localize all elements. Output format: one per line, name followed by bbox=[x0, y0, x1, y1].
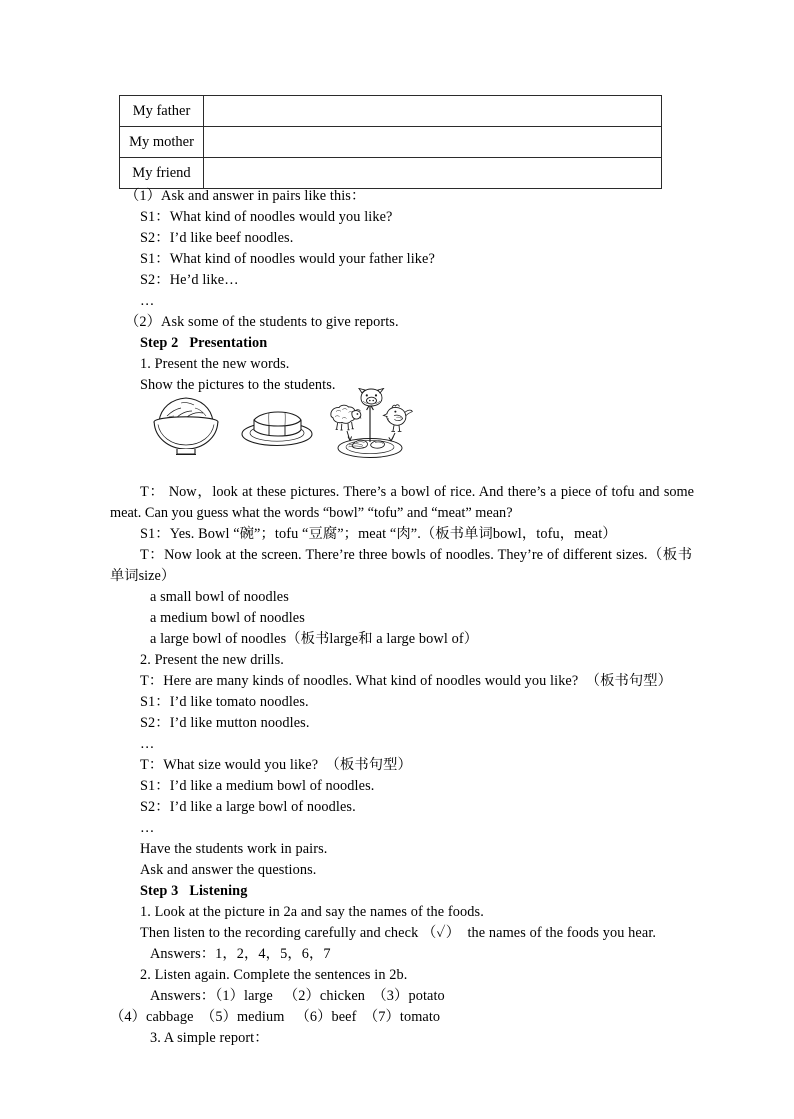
table-row-blank-my-friend[interactable] bbox=[204, 158, 662, 189]
table-row-blank-my-mother[interactable] bbox=[204, 127, 662, 158]
ellipsis-line-3: … bbox=[140, 820, 156, 836]
family-noodles-table-wrapper bbox=[119, 95, 659, 189]
ellipsis-line-2: … bbox=[140, 736, 156, 752]
food-illustrations-group bbox=[145, 388, 415, 460]
phrase-small-bowl-of-noodles: a small bowl of noodles bbox=[150, 589, 289, 605]
dialogue-line-s1-father-like: S1：What kind of noodles would your father like? bbox=[140, 251, 435, 267]
instruction-give-reports: （2）Ask some of the students to give reports. bbox=[125, 314, 399, 330]
student-line-s1-medium-bowl: S1：I’d like a medium bowl of noodles. bbox=[140, 778, 375, 794]
table-row-label-my-friend: My friend bbox=[120, 158, 204, 189]
dialogue-line-s2-beef-noodles: S2：I’d like beef noodles. bbox=[140, 230, 294, 246]
task-listen-again-2b: 2. Listen again. Complete the sentences in 2b. bbox=[140, 967, 408, 983]
student-line-s1-tomato-noodles: S1：I’d like tomato noodles. bbox=[140, 694, 309, 710]
teacher-line-what-size: T：What size would you like? （板书句型） bbox=[140, 757, 412, 773]
ellipsis-line-1: … bbox=[140, 293, 156, 309]
meat-on-plate-illustration bbox=[325, 388, 413, 460]
table-row bbox=[120, 158, 662, 189]
teacher-line-many-kinds-of-noodles: T：Here are many kinds of noodles. What kind of noodles would you like? （板书句型） bbox=[140, 673, 673, 689]
teacher-line-look-at-pictures: T： Now，look at these pictures. There’s a bowl of rice. And there’s a piece of tofu and some meat. Can you guess what the words “bowl” “tofu” and “meat” mean? bbox=[110, 484, 694, 521]
teacher-line-three-bowls-sizes: T：Now look at the screen. There’re three bowls of noodles. They’re of different sizes.（板书单词size） bbox=[110, 547, 692, 584]
task-look-at-picture-2a: 1. Look at the picture in 2a and say the names of the foods. bbox=[140, 904, 484, 920]
lesson-plan-body bbox=[0, 186, 794, 1049]
table-row bbox=[120, 96, 662, 127]
table-row bbox=[120, 127, 662, 158]
family-noodles-table bbox=[119, 95, 662, 189]
student-line-s2-large-bowl: S2：I’d like a large bowl of noodles. bbox=[140, 799, 356, 815]
dialogue-line-s2-hed-like: S2：He’d like… bbox=[140, 272, 239, 288]
answers-listening-2-line-1: Answers：（1）large （2）chicken （3）potato bbox=[150, 988, 445, 1004]
instruction-present-new-words: 1. Present the new words. bbox=[140, 356, 290, 372]
instruction-ask-answer-questions: Ask and answer the questions. bbox=[140, 862, 317, 878]
answers-listening-1: Answers：1，2，4，5，6，7 bbox=[150, 946, 331, 962]
table-row-label-my-mother: My mother bbox=[120, 127, 204, 158]
phrase-medium-bowl-of-noodles: a medium bowl of noodles bbox=[150, 610, 305, 626]
heading-step-3-listening: Step 3 Listening bbox=[140, 883, 248, 899]
table-row-label-my-father: My father bbox=[120, 96, 204, 127]
student-line-s1-bowl-tofu-meat: S1：Yes. Bowl “碗”；tofu “豆腐”；meat “肉”.（板书单词bowl，tofu，meat） bbox=[140, 526, 617, 542]
instruction-ask-answer-pairs: （1）Ask and answer in pairs like this： bbox=[125, 188, 366, 204]
instruction-present-new-drills: 2. Present the new drills. bbox=[140, 652, 284, 668]
table-row-blank-my-father[interactable] bbox=[204, 96, 662, 127]
tofu-on-plate-illustration bbox=[240, 388, 314, 458]
phrase-large-bowl-of-noodles: a large bowl of noodles（板书large和 a large bowl of） bbox=[150, 631, 479, 647]
instruction-show-pictures: Show the pictures to the students. bbox=[140, 377, 336, 393]
task-listen-and-check: Then listen to the recording carefully and check （✓） the names of the foods you hear. bbox=[140, 925, 657, 941]
answers-listening-2-line-2: （4）cabbage （5）medium （6）beef （7）tomato bbox=[110, 1009, 441, 1025]
dialogue-line-s1-what-kind: S1：What kind of noodles would you like? bbox=[140, 209, 393, 225]
instruction-work-in-pairs: Have the students work in pairs. bbox=[140, 841, 328, 857]
heading-step-2-presentation: Step 2 Presentation bbox=[140, 335, 268, 351]
task-simple-report: 3. A simple report： bbox=[150, 1030, 269, 1046]
bowl-of-rice-illustration bbox=[145, 388, 227, 458]
student-line-s2-mutton-noodles: S2：I’d like mutton noodles. bbox=[140, 715, 310, 731]
